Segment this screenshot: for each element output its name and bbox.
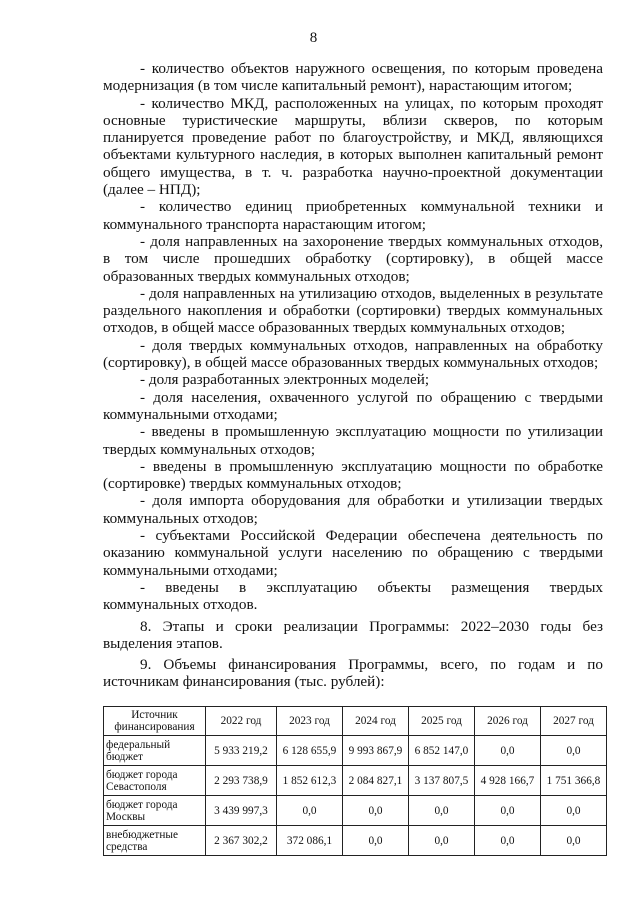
table-cell: 1 751 366,8 bbox=[541, 766, 607, 796]
table-cell: 0,0 bbox=[475, 796, 541, 826]
table-cell: 3 439 997,3 bbox=[206, 796, 277, 826]
paragraph-disposal-facilities: - введены в эксплуатацию объекты размещения твердых коммунальных отходов. bbox=[103, 578, 603, 614]
table-cell: 1 852 612,3 bbox=[277, 766, 343, 796]
financing-table bbox=[103, 706, 607, 856]
table-row bbox=[104, 736, 607, 766]
table-cell: 0,0 bbox=[541, 796, 607, 826]
table-cell-source: бюджет города Москвы bbox=[104, 796, 206, 826]
table-cell: 4 928 166,7 bbox=[475, 766, 541, 796]
paragraph-mkd-repair: - количество МКД, расположенных на улицах, по которым проходят основные туристические маршруты, вблизи скверов, по которым планируется проведение работ по благоустройству, и МКД, являющихся объектами культурного наследия, в которых выполнен капитальный ремонт общего имущества, в т. ч. разработка научно-проектной документации (далее – НПД); bbox=[103, 94, 603, 199]
table-cell: 0,0 bbox=[409, 826, 475, 856]
column-header-2024: 2024 год bbox=[343, 707, 409, 736]
paragraph-federal-subjects: - субъектами Российской Федерации обеспечена деятельность по оказанию коммунальной услуги населению по обращению с твердыми коммунальными отходами; bbox=[103, 527, 603, 579]
table-cell: 6 128 655,9 bbox=[277, 736, 343, 766]
paragraph-waste-sorting-share: - доля твердых коммунальных отходов, направленных на обработку (сортировку), в общей массе образованных твердых коммунальных отходов; bbox=[103, 336, 603, 372]
paragraph-equipment-import: - доля импорта оборудования для обработки и утилизации твердых коммунальных отходов; bbox=[103, 492, 603, 527]
table-cell: 6 852 147,0 bbox=[409, 736, 475, 766]
table-row bbox=[104, 766, 607, 796]
table-cell: 0,0 bbox=[475, 736, 541, 766]
document-body bbox=[103, 60, 603, 691]
table-cell-source: федеральный бюджет bbox=[104, 736, 206, 766]
table-cell: 0,0 bbox=[541, 736, 607, 766]
table-row bbox=[104, 826, 607, 856]
table-cell: 0,0 bbox=[343, 826, 409, 856]
paragraph-electronic-models: - доля разработанных электронных моделей; bbox=[140, 371, 430, 389]
table-cell: 0,0 bbox=[277, 796, 343, 826]
paragraph-municipal-equipment: - количество единиц приобретенных коммунальной техники и коммунального транспорта нарастающим итогом; bbox=[103, 198, 603, 233]
paragraph-waste-utilization-share: - доля направленных на утилизацию отходов, выделенных в результате раздельного накопления и обработки (сортировки) твердых коммунальных отходов, в общей массе образованных твердых коммунальных отходов; bbox=[103, 284, 603, 337]
table-cell: 2 084 827,1 bbox=[343, 766, 409, 796]
table-cell-source: бюджет города Севастополя bbox=[104, 766, 206, 796]
table-row bbox=[104, 796, 607, 826]
paragraph-utilization-capacity: - введены в промышленную эксплуатацию мощности по утилизации твердых коммунальных отходов; bbox=[103, 423, 603, 458]
paragraph-outdoor-lighting: - количество объектов наружного освещения, по которым проведена модернизация (в том числе капитальный ремонт), нарастающим итогом; bbox=[103, 60, 603, 95]
table-cell: 0,0 bbox=[541, 826, 607, 856]
paragraph-sorting-capacity: - введены в промышленную эксплуатацию мощности по обработке (сортировке) твердых коммунальных отходов; bbox=[103, 457, 603, 493]
paragraph-population-coverage: - доля населения, охваченного услугой по обращению с твердыми коммунальными отходами; bbox=[103, 388, 603, 423]
table-cell: 0,0 bbox=[409, 796, 475, 826]
table-cell-source: внебюджетные средства bbox=[104, 826, 206, 856]
column-header-2025: 2025 год bbox=[409, 707, 475, 736]
page-number: 8 bbox=[309, 30, 318, 46]
table-cell: 2 367 302,2 bbox=[206, 826, 277, 856]
column-header-2022: 2022 год bbox=[206, 707, 277, 736]
column-header-2023: 2023 год bbox=[277, 707, 343, 736]
table-cell: 0,0 bbox=[475, 826, 541, 856]
table-cell: 3 137 807,5 bbox=[409, 766, 475, 796]
table-cell: 0,0 bbox=[343, 796, 409, 826]
column-header-source: Источник финансирования bbox=[104, 707, 206, 736]
paragraph-waste-burial-share: - доля направленных на захоронение твердых коммунальных отходов, в том числе прошедших обработку (сортировку), в общей массе образованных твердых коммунальных отходов; bbox=[103, 232, 603, 285]
column-header-2027: 2027 год bbox=[541, 707, 607, 736]
table-cell: 2 293 738,9 bbox=[206, 766, 277, 796]
table-cell: 9 993 867,9 bbox=[343, 736, 409, 766]
table-cell: 5 933 219,2 bbox=[206, 736, 277, 766]
table-header-row bbox=[104, 707, 607, 736]
section-9-financing: 9. Объемы финансирования Программы, всего, по годам и по источникам финансирования (тыс. рублей): bbox=[103, 656, 603, 691]
column-header-2026: 2026 год bbox=[475, 707, 541, 736]
table-cell: 372 086,1 bbox=[277, 826, 343, 856]
section-8-stages: 8. Этапы и сроки реализации Программы: 2022–2030 годы без выделения этапов. bbox=[103, 617, 603, 652]
